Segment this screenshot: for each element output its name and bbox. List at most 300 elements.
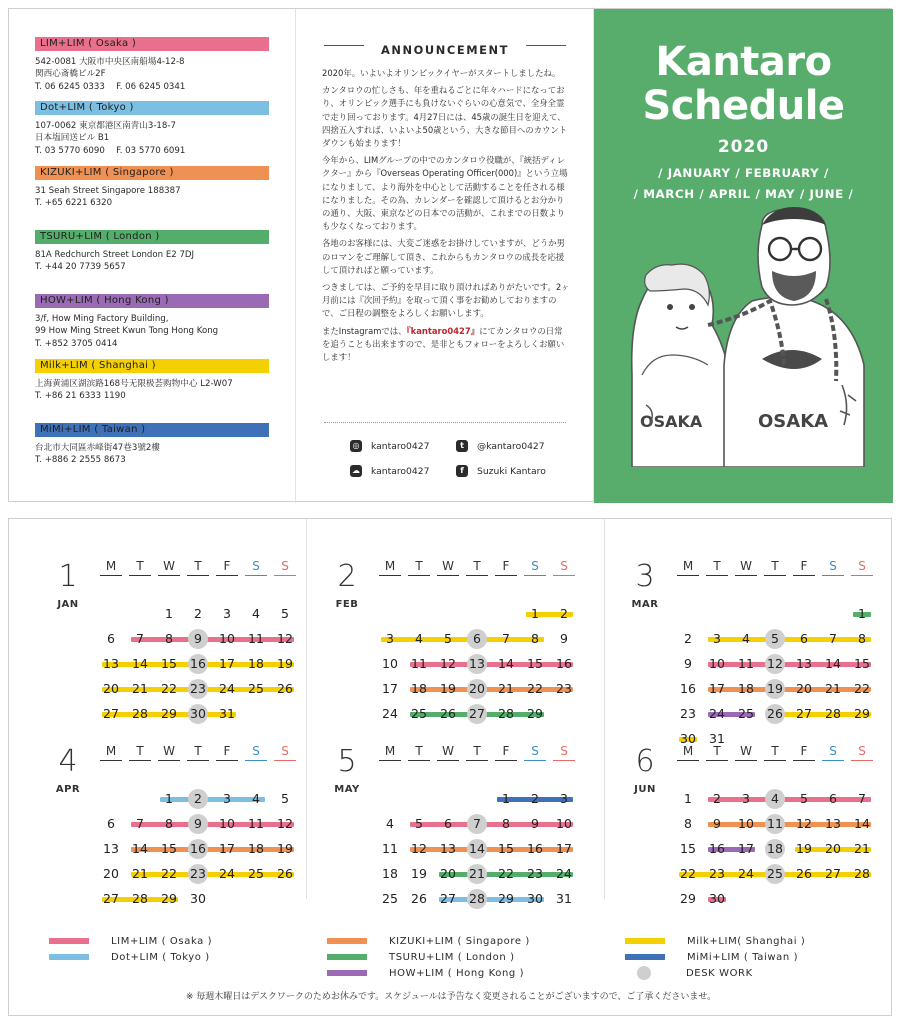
calendar-day: 6 <box>107 816 115 831</box>
calendar-day: 13 <box>469 656 485 671</box>
social-link[interactable] <box>456 439 586 453</box>
calendar-day: 23 <box>527 866 543 881</box>
calendar-day: 15 <box>854 656 870 671</box>
social-handle: Suzuki Kantaro <box>477 465 546 477</box>
calendar-day: 19 <box>440 681 456 696</box>
office-block <box>35 294 269 350</box>
calendar-day: 4 <box>742 631 750 646</box>
calendar-day: 18 <box>411 681 427 696</box>
calendar-day: 18 <box>738 681 754 696</box>
calendar-day: 27 <box>103 706 119 721</box>
calendar-day: 12 <box>767 656 783 671</box>
calendar-day: 10 <box>219 631 235 646</box>
calendar-day: 16 <box>190 841 206 856</box>
calendar-day: 7 <box>829 631 837 646</box>
calendar-day: 6 <box>473 631 481 646</box>
weekday-header: S <box>822 744 844 761</box>
calendar-day: 9 <box>194 631 202 646</box>
legend-label: Dot+LIM ( Tokyo ) <box>111 951 210 963</box>
calendar-day: 14 <box>498 656 514 671</box>
calendar-day: 24 <box>382 706 398 721</box>
office-block <box>35 359 269 403</box>
calendar-day: 27 <box>796 706 812 721</box>
calendar-day: 11 <box>738 656 754 671</box>
calendar-day: 26 <box>277 866 293 881</box>
calendar-day: 2 <box>194 791 202 806</box>
calendar-day: 13 <box>103 841 119 856</box>
calendar-day: 8 <box>165 631 173 646</box>
calendar-day: 7 <box>502 631 510 646</box>
calendar-day: 30 <box>527 891 543 906</box>
calendar-day: 7 <box>858 791 866 806</box>
calendar-day: 21 <box>132 866 148 881</box>
calendar-day: 12 <box>411 841 427 856</box>
weekday-header: F <box>216 559 238 576</box>
legend-label: LIM+LIM ( Osaka ) <box>111 935 213 947</box>
month-calendar <box>610 744 890 930</box>
calendar-day: 28 <box>498 706 514 721</box>
calendar-day: 31 <box>556 891 572 906</box>
weekday-header: S <box>553 744 575 761</box>
month-calendar <box>33 559 313 745</box>
calendar-day: 2 <box>560 606 568 621</box>
cover-title-line1: Kantaro <box>655 39 832 85</box>
calendar-day: 22 <box>498 866 514 881</box>
calendar-day: 23 <box>190 681 206 696</box>
calendar-day: 1 <box>502 791 510 806</box>
calendar-day: 8 <box>502 816 510 831</box>
office-name: MiMi+LIM ( Taiwan ) <box>35 423 269 437</box>
calendar-day: 5 <box>281 606 289 621</box>
office-block <box>35 101 269 157</box>
office-name: LIM+LIM ( Osaka ) <box>35 37 269 51</box>
calendar-day: 26 <box>796 866 812 881</box>
calendar-day: 24 <box>219 866 235 881</box>
calendar-day: 25 <box>248 681 264 696</box>
calendar-day: 5 <box>771 631 779 646</box>
office-address-line: T. +44 20 7739 5657 <box>35 262 126 273</box>
legend-label: MiMi+LIM ( Taiwan ) <box>687 951 799 963</box>
calendar-day: 11 <box>248 816 264 831</box>
month-number: 2 <box>337 559 357 594</box>
social-handle: kantaro0427 <box>371 440 430 452</box>
calendar-day: 6 <box>444 816 452 831</box>
calendar-day: 25 <box>738 706 754 721</box>
calendar-day: 21 <box>825 681 841 696</box>
calendar-day: 1 <box>165 791 173 806</box>
cover-panel <box>594 9 893 503</box>
office-address-line: 上海黄浦区湖滨路168号无限极荟购物中心 L2-W07 <box>35 379 233 389</box>
office-address-line: T. +65 6221 6320 <box>35 198 113 209</box>
calendar-day: 19 <box>767 681 783 696</box>
weekday-header: M <box>677 744 699 761</box>
legend-label: DESK WORK <box>686 967 753 979</box>
calendar-day: 13 <box>825 816 841 831</box>
month-abbr: APR <box>55 784 81 795</box>
calendar-day: 27 <box>469 706 485 721</box>
weekday-header: F <box>495 744 517 761</box>
weekday-header: M <box>379 744 401 761</box>
calendar-day: 16 <box>190 656 206 671</box>
instagram-handle-highlight: 『kantaro0427』 <box>406 325 480 336</box>
calendar-day: 14 <box>825 656 841 671</box>
calendar-day: 17 <box>556 841 572 856</box>
calendar-day: 25 <box>767 866 783 881</box>
calendar-day: 16 <box>556 656 572 671</box>
calendar-day: 13 <box>103 656 119 671</box>
calendar-day: 28 <box>469 891 485 906</box>
calendar-day: 27 <box>825 866 841 881</box>
office-address-line: 81A Redchurch Street London E2 7DJ <box>35 250 195 260</box>
calendar-day: 29 <box>161 891 177 906</box>
calendar-day: 6 <box>800 631 808 646</box>
couple-illustration <box>612 205 874 467</box>
calendar-day: 7 <box>136 816 144 831</box>
announcement-body <box>322 67 570 368</box>
legend-label: HOW+LIM ( Hong Kong ) <box>389 967 525 979</box>
calendar-day: 19 <box>277 656 293 671</box>
calendar-day: 5 <box>415 816 423 831</box>
calendar-day: 21 <box>854 841 870 856</box>
cover-year: 2020 <box>717 137 770 157</box>
calendar-day: 14 <box>469 841 485 856</box>
instagram-icon: ◎ <box>350 440 362 452</box>
calendar-day: 2 <box>531 791 539 806</box>
month-number: 6 <box>635 744 655 779</box>
weekday-header: T <box>706 744 728 761</box>
announcement-paragraph: 2020年。いよいよオリンピックイヤーがスタートしましたね。 <box>322 68 561 78</box>
calendar-day: 25 <box>248 866 264 881</box>
calendar-day: 19 <box>796 841 812 856</box>
office-address-line: T. +886 2 2555 8673 <box>35 455 126 466</box>
office-name: Dot+LIM ( Tokyo ) <box>35 101 269 115</box>
calendar-day: 4 <box>252 606 260 621</box>
calendar-day: 1 <box>684 791 692 806</box>
calendar-day: 18 <box>767 841 783 856</box>
office-address-line: 31 Seah Street Singapore 188387 <box>35 186 181 196</box>
calendar-day: 16 <box>527 841 543 856</box>
weekday-header: S <box>274 559 296 576</box>
weekday-header: M <box>100 559 122 576</box>
calendar-day: 17 <box>709 681 725 696</box>
calendar-day: 23 <box>556 681 572 696</box>
weekday-header: W <box>158 559 180 576</box>
calendar-day: 29 <box>854 706 870 721</box>
calendar-day: 3 <box>742 791 750 806</box>
brochure-front <box>8 8 892 502</box>
office-address-line: T. +852 3705 0414 <box>35 338 118 349</box>
calendar-day: 22 <box>854 681 870 696</box>
calendar-day: 11 <box>767 816 783 831</box>
calendar-day: 30 <box>190 891 206 906</box>
weekday-header: S <box>524 559 546 576</box>
calendar-day: 21 <box>132 681 148 696</box>
month-calendar <box>610 559 890 745</box>
month-abbr: MAR <box>631 599 659 610</box>
calendar-day: 24 <box>219 681 235 696</box>
calendar-day: 17 <box>382 681 398 696</box>
weekday-header: T <box>129 559 151 576</box>
calendar-day: 8 <box>858 631 866 646</box>
calendar-day: 19 <box>411 866 427 881</box>
calendar-day: 6 <box>829 791 837 806</box>
office-name: Milk+LIM ( Shanghai ) <box>35 359 269 373</box>
calendar-day: 14 <box>132 656 148 671</box>
weekday-header: T <box>764 559 786 576</box>
calendar-day: 10 <box>219 816 235 831</box>
office-block <box>35 166 269 210</box>
calendar-day: 14 <box>854 816 870 831</box>
calendar-day: 15 <box>161 656 177 671</box>
calendar-day: 11 <box>248 631 264 646</box>
office-address-line: 関西心斎橋ビル2F <box>35 69 106 80</box>
calendar-day: 4 <box>771 791 779 806</box>
social-handle: @kantaro0427 <box>477 440 545 452</box>
legend-item <box>327 950 515 964</box>
calendar-day: 12 <box>277 816 293 831</box>
calendar-day: 2 <box>713 791 721 806</box>
legend-item <box>625 950 798 964</box>
divider <box>604 519 605 899</box>
office-name: TSURU+LIM ( London ) <box>35 230 269 244</box>
legend-item <box>625 966 753 980</box>
calendar-day: 13 <box>440 841 456 856</box>
calendar-day: 29 <box>680 891 696 906</box>
calendar-day: 30 <box>680 731 696 746</box>
calendar-day: 3 <box>223 791 231 806</box>
calendar-day: 20 <box>825 841 841 856</box>
announcement-panel <box>296 9 594 503</box>
weekday-header: S <box>851 744 873 761</box>
calendar-day: 30 <box>190 706 206 721</box>
calendar-day: 4 <box>386 816 394 831</box>
calendar-day: 5 <box>444 631 452 646</box>
footnote: ※ 毎週木曜日はデスクワークのためお休みです。スケジュールは予告なく変更されることがございますので、ご了承くださいませ。 <box>185 992 717 1002</box>
calendar-day: 17 <box>219 656 235 671</box>
month-number: 3 <box>635 559 655 594</box>
month-calendar <box>33 744 313 930</box>
calendar-day: 13 <box>796 656 812 671</box>
calendar-day: 15 <box>161 841 177 856</box>
legend-swatch <box>327 954 367 960</box>
weekday-header: W <box>437 559 459 576</box>
calendar-day: 12 <box>277 631 293 646</box>
month-abbr: JUN <box>634 784 656 795</box>
calendar-day: 6 <box>107 631 115 646</box>
office-address-line: T. 06 6245 0333 F. 06 6245 0341 <box>35 81 186 92</box>
deskwork-swatch <box>637 966 651 980</box>
calendar-day: 2 <box>194 606 202 621</box>
calendar-day: 10 <box>556 816 572 831</box>
calendar-day: 11 <box>382 841 398 856</box>
weekday-header: T <box>187 559 209 576</box>
weekday-header: T <box>706 559 728 576</box>
legend-item <box>327 966 524 980</box>
office-address-line: T. +86 21 6333 1190 <box>35 391 126 402</box>
announcement-paragraph: カンタロウの忙しさも、年を重ねるごとに年々ハードになっており、オリンピック選手にも負けないぐらいの心意気で、全身全霊で走り回っております。4月27日には、45歳の誕生日を迎えて、四捨五入すれば、いよいよ50歳という、大きな節目へのカウントダウンも始まります！ <box>322 85 568 149</box>
legend-swatch <box>625 938 665 944</box>
calendar-day: 21 <box>498 681 514 696</box>
calendar-day: 27 <box>440 891 456 906</box>
calendar-day: 1 <box>165 606 173 621</box>
divider <box>324 422 566 423</box>
legend-swatch <box>327 970 367 976</box>
calendar-day: 12 <box>440 656 456 671</box>
weekday-header: M <box>677 559 699 576</box>
office-name: HOW+LIM ( Hong Kong ) <box>35 294 269 308</box>
social-link[interactable] <box>456 464 586 478</box>
calendar-day: 30 <box>709 891 725 906</box>
calendar-day: 9 <box>531 816 539 831</box>
calendar-day: 3 <box>560 791 568 806</box>
calendar-day: 3 <box>386 631 394 646</box>
svg-text:OSAKA: OSAKA <box>758 411 829 432</box>
weekday-header: F <box>495 559 517 576</box>
weekday-header: T <box>466 744 488 761</box>
calendar-day: 29 <box>527 706 543 721</box>
weekday-header: S <box>245 744 267 761</box>
calendar-day: 25 <box>411 706 427 721</box>
legend-item <box>49 934 212 948</box>
month-number: 1 <box>58 559 78 594</box>
legend-swatch <box>625 954 665 960</box>
calendar-sheet <box>8 518 892 1016</box>
cover-months-line1: / JANUARY / FEBRUARY / <box>658 166 829 180</box>
month-abbr: MAY <box>334 784 360 795</box>
office-address-line: 542-0081 大阪市中央区南船場4-12-8 <box>35 57 185 67</box>
weekday-header: W <box>437 744 459 761</box>
calendar-day: 7 <box>473 816 481 831</box>
calendar-day: 10 <box>738 816 754 831</box>
weekday-header: M <box>100 744 122 761</box>
announcement-heading: ANNOUNCEMENT <box>324 39 566 51</box>
legend-item <box>49 950 210 964</box>
calendar-day: 5 <box>800 791 808 806</box>
wechat-icon: ☁ <box>352 466 360 475</box>
calendar-day: 12 <box>796 816 812 831</box>
svg-text:OSAKA: OSAKA <box>640 412 703 431</box>
calendar-day: 20 <box>440 866 456 881</box>
weekday-header: T <box>408 559 430 576</box>
calendar-day: 28 <box>854 866 870 881</box>
calendar-day: 11 <box>411 656 427 671</box>
announcement-paragraph: またInstagramでは、『kantaro0427』にてカンタロウの日常を追うことも出来ますので、是非ともフォローをよろしくお願いします！ <box>322 325 565 363</box>
calendar-day: 20 <box>103 681 119 696</box>
weekday-header: W <box>735 744 757 761</box>
calendar-day: 26 <box>411 891 427 906</box>
legend-label: Milk+LIM( Shanghai ) <box>687 935 806 947</box>
office-block <box>35 230 269 274</box>
calendar-day: 14 <box>132 841 148 856</box>
calendar-day: 22 <box>527 681 543 696</box>
announcement-paragraph: 各地のお客様には、大変ご迷惑をお掛けしていますが、どうか男のロマンをご理解して頂き、これからもカンタロウの成長を応援して頂ければと願っています。 <box>322 238 565 275</box>
weekday-header: F <box>793 744 815 761</box>
cover-months-line2: / MARCH / APRIL / MAY / JUNE / <box>633 187 854 201</box>
calendar-day: 3 <box>223 606 231 621</box>
office-block <box>35 37 269 93</box>
calendar-day: 1 <box>531 606 539 621</box>
calendar-day: 8 <box>531 631 539 646</box>
calendar-day: 20 <box>469 681 485 696</box>
weekday-header: W <box>735 559 757 576</box>
weekday-header: T <box>187 744 209 761</box>
announcement-paragraph: つきましては、ご予約を早目に取り頂ければありがたいです。2ヶ月前には『次回予約』を取って頂く事をお勧めしておりますので、ご日程の調整をよろしくお願いします。 <box>322 282 570 319</box>
calendar-day: 2 <box>684 631 692 646</box>
twitter-icon: t <box>456 440 468 452</box>
legend-label: TSURU+LIM ( London ) <box>389 951 515 963</box>
calendar-day: 26 <box>767 706 783 721</box>
calendar-day: 20 <box>796 681 812 696</box>
weekday-header: W <box>158 744 180 761</box>
calendar-day: 29 <box>161 706 177 721</box>
calendar-day: 18 <box>248 841 264 856</box>
calendar-day: 31 <box>219 706 235 721</box>
weekday-header: S <box>524 744 546 761</box>
calendar-day: 18 <box>382 866 398 881</box>
calendar-day: 29 <box>498 891 514 906</box>
office-address-panel <box>9 9 296 503</box>
announcement-paragraph: 今年から、LIMグループの中でのカンタロウ役職が、『統括ディレクター』から『Overseas Operating Officer(000)』という立場になりまして、より海外を中心として活動することを任される様になりました。その為、カレンダーを確認して頂けるとお分かりの通り、大阪、東京などの日本での活動が、これまでの日数よりも少なくなっております。 <box>322 155 568 232</box>
month-abbr: FEB <box>335 599 359 610</box>
office-name: KIZUKI+LIM ( Singapore ) <box>35 166 269 180</box>
office-address-line: 107-0062 東京都港区南青山3-18-7 <box>35 121 176 131</box>
weekday-header: F <box>793 559 815 576</box>
calendar-day: 18 <box>248 656 264 671</box>
month-calendar <box>312 744 592 930</box>
office-address-line: 99 How Ming Street Kwun Tong Hong Kong <box>35 326 219 337</box>
calendar-day: 15 <box>498 841 514 856</box>
calendar-day: 7 <box>136 631 144 646</box>
weekday-header: T <box>408 744 430 761</box>
legend-swatch <box>49 954 89 960</box>
social-handle: kantaro0427 <box>371 465 430 477</box>
calendar-day: 15 <box>680 841 696 856</box>
calendar-day: 27 <box>103 891 119 906</box>
office-address-line: 3/f, How Ming Factory Building, <box>35 314 169 324</box>
weekday-header: S <box>245 559 267 576</box>
calendar-day: 22 <box>161 866 177 881</box>
calendar-day: 4 <box>415 631 423 646</box>
legend-label: KIZUKI+LIM ( Singapore ) <box>389 935 530 947</box>
calendar-day: 28 <box>132 891 148 906</box>
calendar-day: 26 <box>277 681 293 696</box>
calendar-day: 15 <box>527 656 543 671</box>
month-number: 5 <box>337 744 357 779</box>
calendar-day: 19 <box>277 841 293 856</box>
calendar-day: 16 <box>709 841 725 856</box>
calendar-day: 5 <box>281 791 289 806</box>
month-number: 4 <box>58 744 78 779</box>
calendar-day: 10 <box>709 656 725 671</box>
weekday-header: S <box>851 559 873 576</box>
calendar-day: 17 <box>738 841 754 856</box>
calendar-day: 23 <box>190 866 206 881</box>
cover-title-line2: Schedule <box>642 83 845 129</box>
calendar-day: 21 <box>469 866 485 881</box>
calendar-day: 9 <box>560 631 568 646</box>
calendar-day: 23 <box>709 866 725 881</box>
office-address-line: 台北市大同區赤峰街47巷3號2樓 <box>35 443 160 453</box>
calendar-day: 22 <box>161 681 177 696</box>
weekday-header: T <box>129 744 151 761</box>
month-abbr: JAN <box>57 599 79 610</box>
weekday-header: S <box>822 559 844 576</box>
calendar-day: 23 <box>680 706 696 721</box>
weekday-header: S <box>274 744 296 761</box>
calendar-day: 28 <box>132 706 148 721</box>
weekday-header: F <box>216 744 238 761</box>
calendar-day: 8 <box>684 816 692 831</box>
